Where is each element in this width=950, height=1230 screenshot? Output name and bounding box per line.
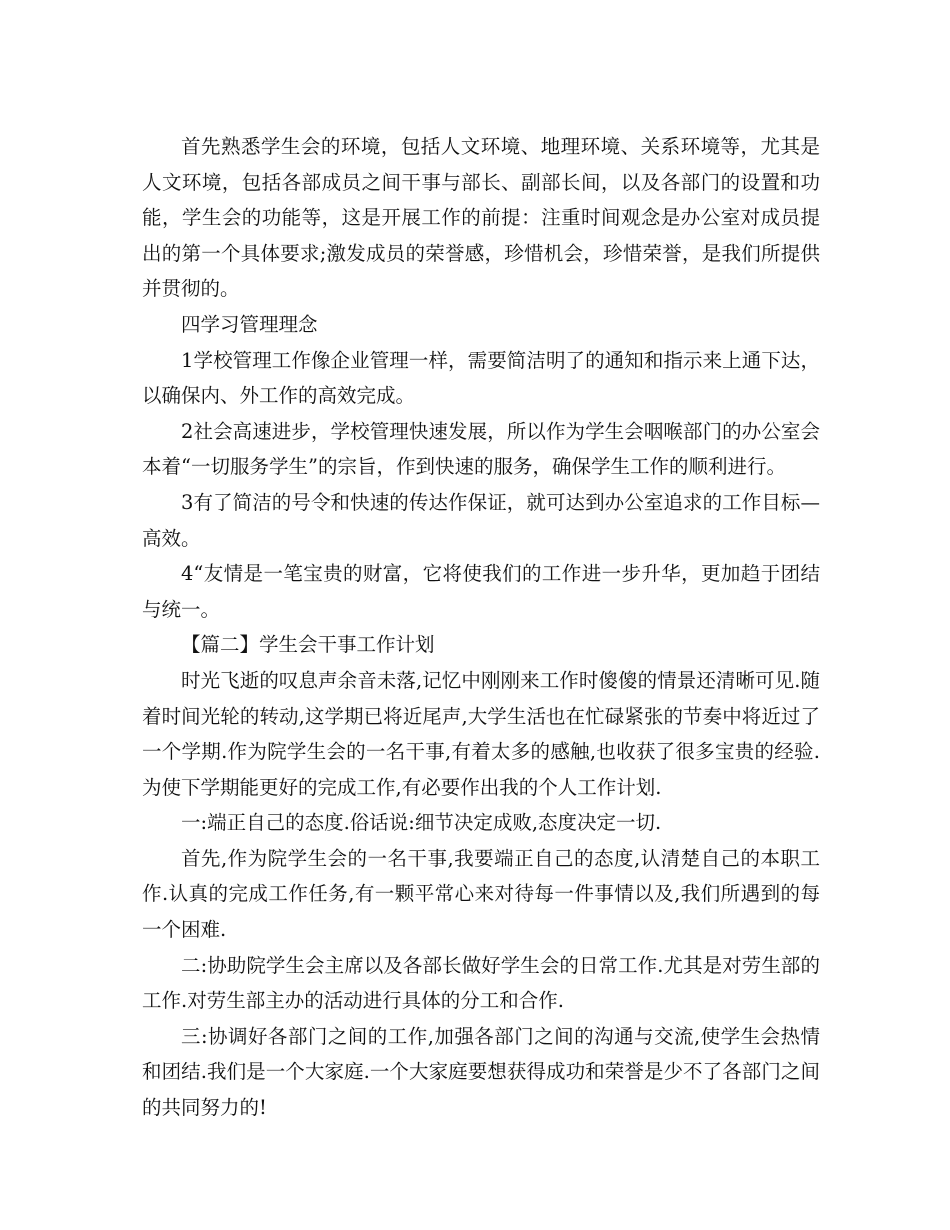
paragraph: 三:协调好各部门之间的工作,加强各部门之间的沟通与交流,使学生会热情和团结.我们是一个大家庭.一个大家庭要想获得成功和荣誉是少不了各部门之间的共同努力的! [142, 1024, 820, 1120]
paragraph: 3有了简洁的号令和快速的传达作保证，就可达到办公室追求的工作目标—高效。 [142, 490, 820, 550]
paragraph: 首先,作为院学生会的一名干事,我要端正自己的态度,认清楚自己的本职工作.认真的完成工作任务,有一颗平常心来对待每一件事情以及,我们所遇到的每一个困难. [142, 846, 820, 942]
paragraph: 4“友情是一笔宝贵的财富，它将使我们的工作进一步升华，更加趋于团结与统一。 [142, 562, 820, 621]
paragraph: 时光飞逝的叹息声余音未落,记忆中刚刚来工作时傻傻的情景还清晰可见.随着时间光轮的转动,这学期已将近尾声,大学生活也在忙碌紧张的节奏中将近过了一个学期.作为院学生会的一名干事,有着太多的感触,也收获了很多宝贵的经验.为使下学期能更好的完成工作,有必要作出我的个人工作计划. [142, 668, 820, 799]
document-body [142, 129, 820, 1126]
section-heading: 一:端正自己的态度.俗话说:细节决定成败,态度决定一切. [181, 811, 662, 835]
section-heading: 四学习管理理念 [181, 312, 318, 336]
section-heading: 【篇二】学生会干事工作计划 [181, 633, 435, 657]
paragraph: 2社会高速进步，学校管理快速发展，所以作为学生会咽喉部门的办公室会本着“一切服务学生”的宗旨，作到快速的服务，确保学生工作的顺利进行。 [142, 419, 820, 479]
paragraph: 首先熟悉学生会的环境，包括人文环境、地理环境、关系环境等，尤其是人文环境，包括各部成员之间干事与部长、副部长间，以及各部门的设置和功能，学生会的功能等，这是开展工作的前提：注重时间观念是办公室对成员提出的第一个具体要求;激发成员的荣誉感，珍惜机会，珍惜荣誉，是我们所提供并贯彻的。 [142, 135, 820, 301]
paragraph: 二:协助院学生会主席以及各部长做好学生会的日常工作.尤其是对劳生部的工作.对劳生部主办的活动进行具体的分工和合作. [142, 953, 820, 1013]
paragraph: 1学校管理工作像企业管理一样，需要简洁明了的通知和指示来上通下达，以确保内、外工作的高效完成。 [142, 348, 820, 408]
